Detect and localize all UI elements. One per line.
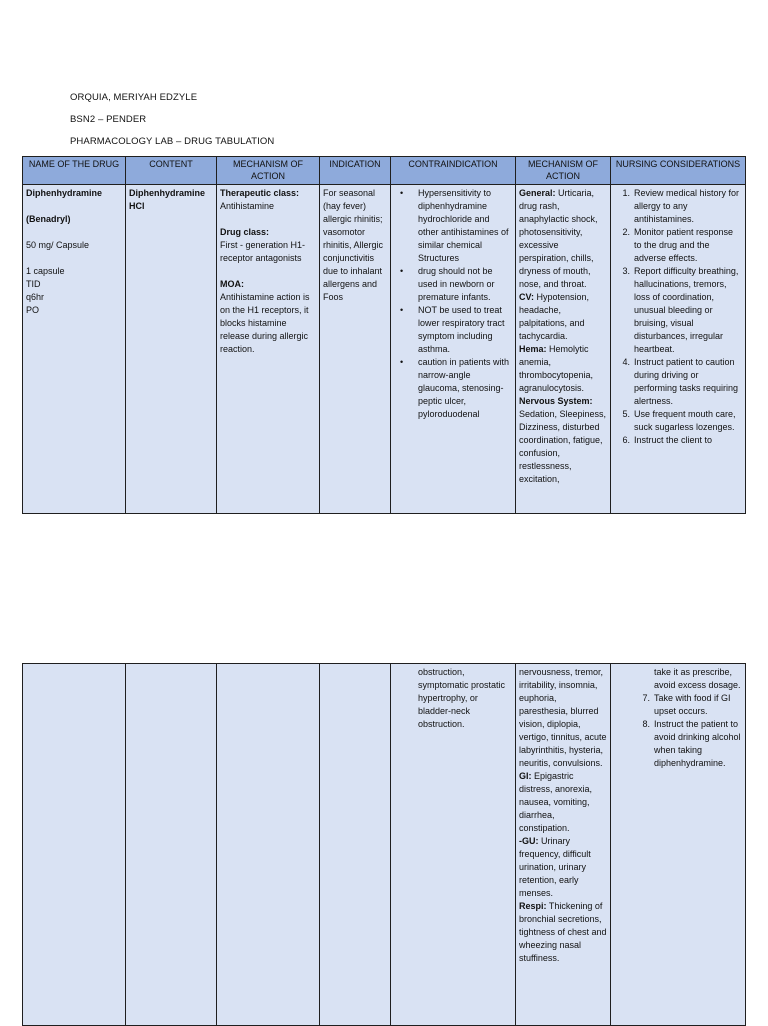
cell-drug-name-cont — [23, 664, 126, 1026]
list-item: General: Urticaria, drug rash, anaphylactic shock, photosensitivity, excessive perspiration, chills, dryness of mouth, nose, and throat. — [519, 188, 598, 289]
list-item: 7. Take with food if GI upset occurs. — [642, 693, 731, 716]
content-text: Diphenhydramine HCl — [129, 188, 206, 211]
list-item: • NOT be used to treat lower respiratory tract symptom including asthma. — [406, 304, 512, 356]
list-item: Respi: Thickening of bronchial secretions, tightness of chest and wheezing nasal stuffiness. — [519, 901, 607, 963]
contraindication-continued: obstruction, symptomatic prostatic hypertrophy, or bladder-neck obstruction. — [418, 667, 506, 729]
list-item: Hema: Hemolytic anemia, thrombocytopenia, agranulocytosis. — [519, 344, 594, 393]
document-title: PHARMACOLOGY LAB – DRUG TABULATION — [70, 136, 275, 147]
list-item: 6. Instruct the client to — [622, 435, 713, 445]
drug-table-page-1 — [22, 156, 746, 514]
list-item: GI: Epigastric distress, anorexia, nausea, vomiting, diarrhea, constipation. — [519, 771, 593, 833]
list-item: Nervous System: Sedation, Sleepiness, Dizziness, disturbed coordination, fatigue, confusion, restlessness, excitation, — [519, 396, 607, 484]
list-item: 5. Use frequent mouth care, suck sugarless lozenges. — [622, 409, 736, 432]
list-item: • Hypersensitivity to diphenhydramine hydrochloride and other antihistamines of similar chemical Structures — [406, 187, 512, 265]
cell-adverse-cont — [516, 664, 611, 1026]
list-item: • caution in patients with narrow-angle glaucoma, stenosing-peptic ulcer, pyloroduodenal — [406, 356, 512, 421]
drug-class-label: Drug class: — [220, 227, 270, 237]
list-item: 8. Instruct the patient to avoid drinking alcohol when taking diphenhydramine. — [642, 719, 741, 768]
cell-nursing-cont — [611, 664, 746, 1026]
list-item: 1. Review medical history for allergy to any antihistamines. — [622, 188, 740, 224]
drug-table-page-2 — [22, 663, 746, 1026]
list-item: nervousness, tremor, irritability, insomnia, euphoria, paresthesia, blurred vision, diplopia, vertigo, tinnitus, acute labyrinthitis, hysteria, neuritis, convulsions. — [519, 667, 607, 768]
col-header-drug-name: NAME OF THE DRUG — [23, 157, 126, 185]
col-header-indication: INDICATION — [320, 157, 391, 185]
cell-indication — [320, 185, 391, 514]
table-header-row — [23, 157, 746, 185]
indication-text: For seasonal (hay fever) allergic rhinitis; vasomotor rhinitis, Allergic conjunctivitis due to inhalant allergens and Foos — [323, 188, 384, 302]
table-row — [23, 664, 746, 1026]
cell-contraindication — [391, 185, 516, 514]
drug-freq-2: TID — [26, 279, 41, 289]
cell-indication-cont — [320, 664, 391, 1026]
drug-freq-4: PO — [26, 305, 40, 315]
col-header-content: CONTENT — [126, 157, 217, 185]
list-item: CV: Hypotension, headache, palpitations, and tachycardia. — [519, 292, 590, 341]
therapeutic-class: Antihistamine — [220, 201, 275, 211]
cell-mechanism — [217, 185, 320, 514]
moa-label: MOA: — [220, 279, 244, 289]
drug-class: First - generation H1-receptor antagonists — [220, 240, 306, 263]
list-item: 2. Monitor patient response to the drug and the adverse effects. — [622, 227, 734, 263]
cell-adverse — [516, 185, 611, 514]
cell-mechanism-cont — [217, 664, 320, 1026]
therapeutic-label: Therapeutic class: — [220, 188, 300, 198]
cell-contraindication-cont — [391, 664, 516, 1026]
list-item: 3. Report difficulty breathing, hallucinations, tremors, loss of coordination, unusual bleeding or bruising, visual disturbances, irregular heartbeat. — [622, 266, 739, 354]
col-header-mechanism: MECHANISM OF ACTION — [217, 157, 320, 185]
list-item: -GU: Urinary frequency, difficult urination, urinary retention, early menses. — [519, 836, 591, 898]
drug-freq-3: q6hr — [26, 292, 45, 302]
drug-brand: (Benadryl) — [26, 214, 71, 224]
cell-nursing — [611, 185, 746, 514]
col-header-nursing: NURSING CONSIDERATIONS — [611, 157, 746, 185]
drug-name: Diphenhydramine — [26, 188, 103, 198]
drug-dose: 50 mg/ Capsule — [26, 240, 90, 250]
cell-drug-name — [23, 185, 126, 514]
cell-content-cont — [126, 664, 217, 1026]
drug-freq-1: 1 capsule — [26, 266, 65, 276]
moa-text: Antihistamine action is on the H1 receptors, it blocks histamine release during allergic reaction. — [220, 292, 310, 354]
col-header-adverse: MECHANISM OF ACTION — [516, 157, 611, 185]
header-section: BSN2 – PENDER — [70, 114, 147, 125]
nursing-continued: take it as prescribe, avoid excess dosage. — [654, 667, 741, 690]
cell-content — [126, 185, 217, 514]
list-item: 4. Instruct patient to caution during driving or performing tasks requiring alertness. — [622, 357, 739, 406]
header-name: ORQUIA, MERIYAH EDZYLE — [70, 92, 198, 103]
table-row — [23, 185, 746, 514]
col-header-contraindication: CONTRAINDICATION — [391, 157, 516, 185]
list-item: • drug should not be used in newborn or premature infants. — [406, 265, 512, 304]
